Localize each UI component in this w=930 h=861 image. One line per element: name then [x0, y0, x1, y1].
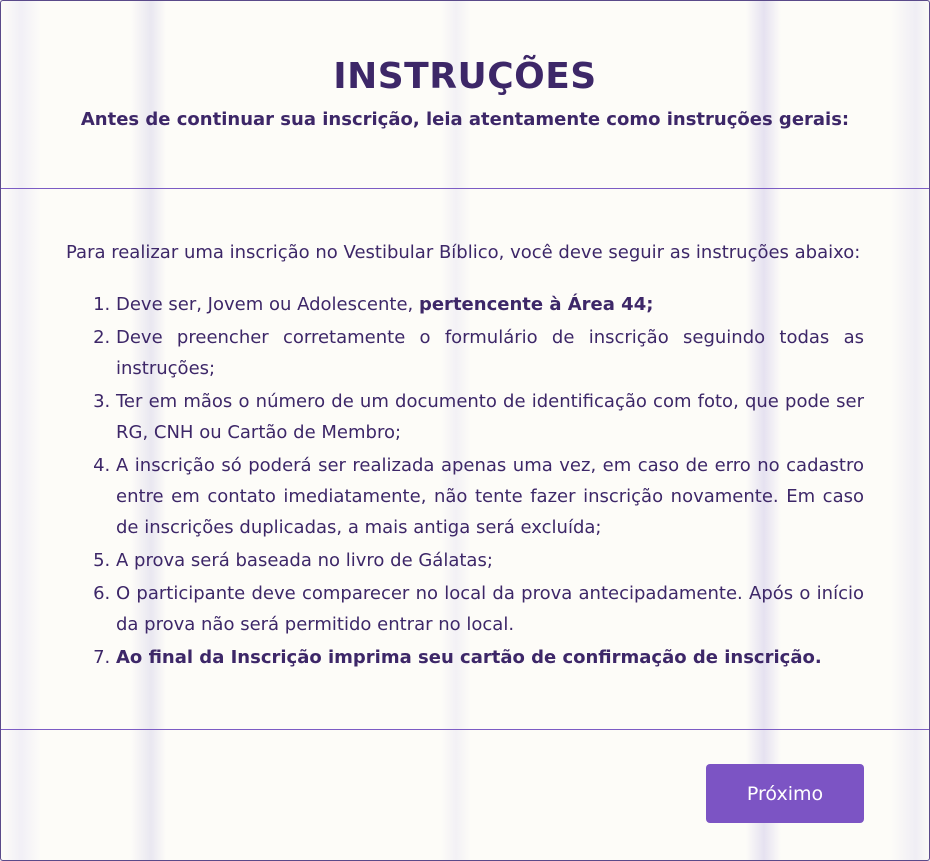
- rule-item: [116, 642, 864, 673]
- rule-item: [116, 545, 864, 576]
- rule-item: [116, 322, 864, 384]
- modal-header: [1, 1, 929, 189]
- rule-text: A prova será baseada no livro de Gálatas;: [116, 550, 493, 571]
- modal-footer: [1, 730, 929, 858]
- rule-text: Deve preencher corretamente o formulário de inscrição seguindo todas as instruções;: [116, 327, 864, 379]
- page-subtitle: Antes de continuar sua inscrição, leia atentamente como instruções gerais:: [80, 109, 850, 130]
- rule-bold-text: Ao final da Inscrição imprima seu cartão de confirmação de inscrição.: [116, 647, 822, 668]
- rule-text: O participante deve comparecer no local da prova antecipadamente. Após o início da prova não será permitido entrar no local.: [116, 583, 864, 635]
- modal-body: [1, 189, 929, 730]
- rules-list: [66, 289, 864, 673]
- rule-item: [116, 450, 864, 543]
- rule-item: [116, 386, 864, 448]
- rule-item: [116, 578, 864, 640]
- rule-item: [116, 289, 864, 320]
- page-title: INSTRUÇÕES: [333, 56, 597, 97]
- rule-text: Deve ser, Jovem ou Adolescente,: [116, 294, 419, 315]
- rule-text: Ter em mãos o número de um documento de identificação com foto, que pode ser RG, CNH ou Cartão de Membro;: [116, 391, 864, 443]
- rule-text: A inscrição só poderá ser realizada apenas uma vez, em caso de erro no cadastro entre em contato imediatamente, não tente fazer inscrição novamente. Em caso de inscrições duplicadas, a mais antiga será excluída;: [116, 455, 864, 538]
- next-button[interactable]: Próximo: [706, 764, 864, 823]
- intro-text: Para realizar uma inscrição no Vestibular Bíblico, você deve seguir as instruções abaixo:: [66, 242, 861, 263]
- rule-bold-text: pertencente à Área 44;: [418, 294, 654, 315]
